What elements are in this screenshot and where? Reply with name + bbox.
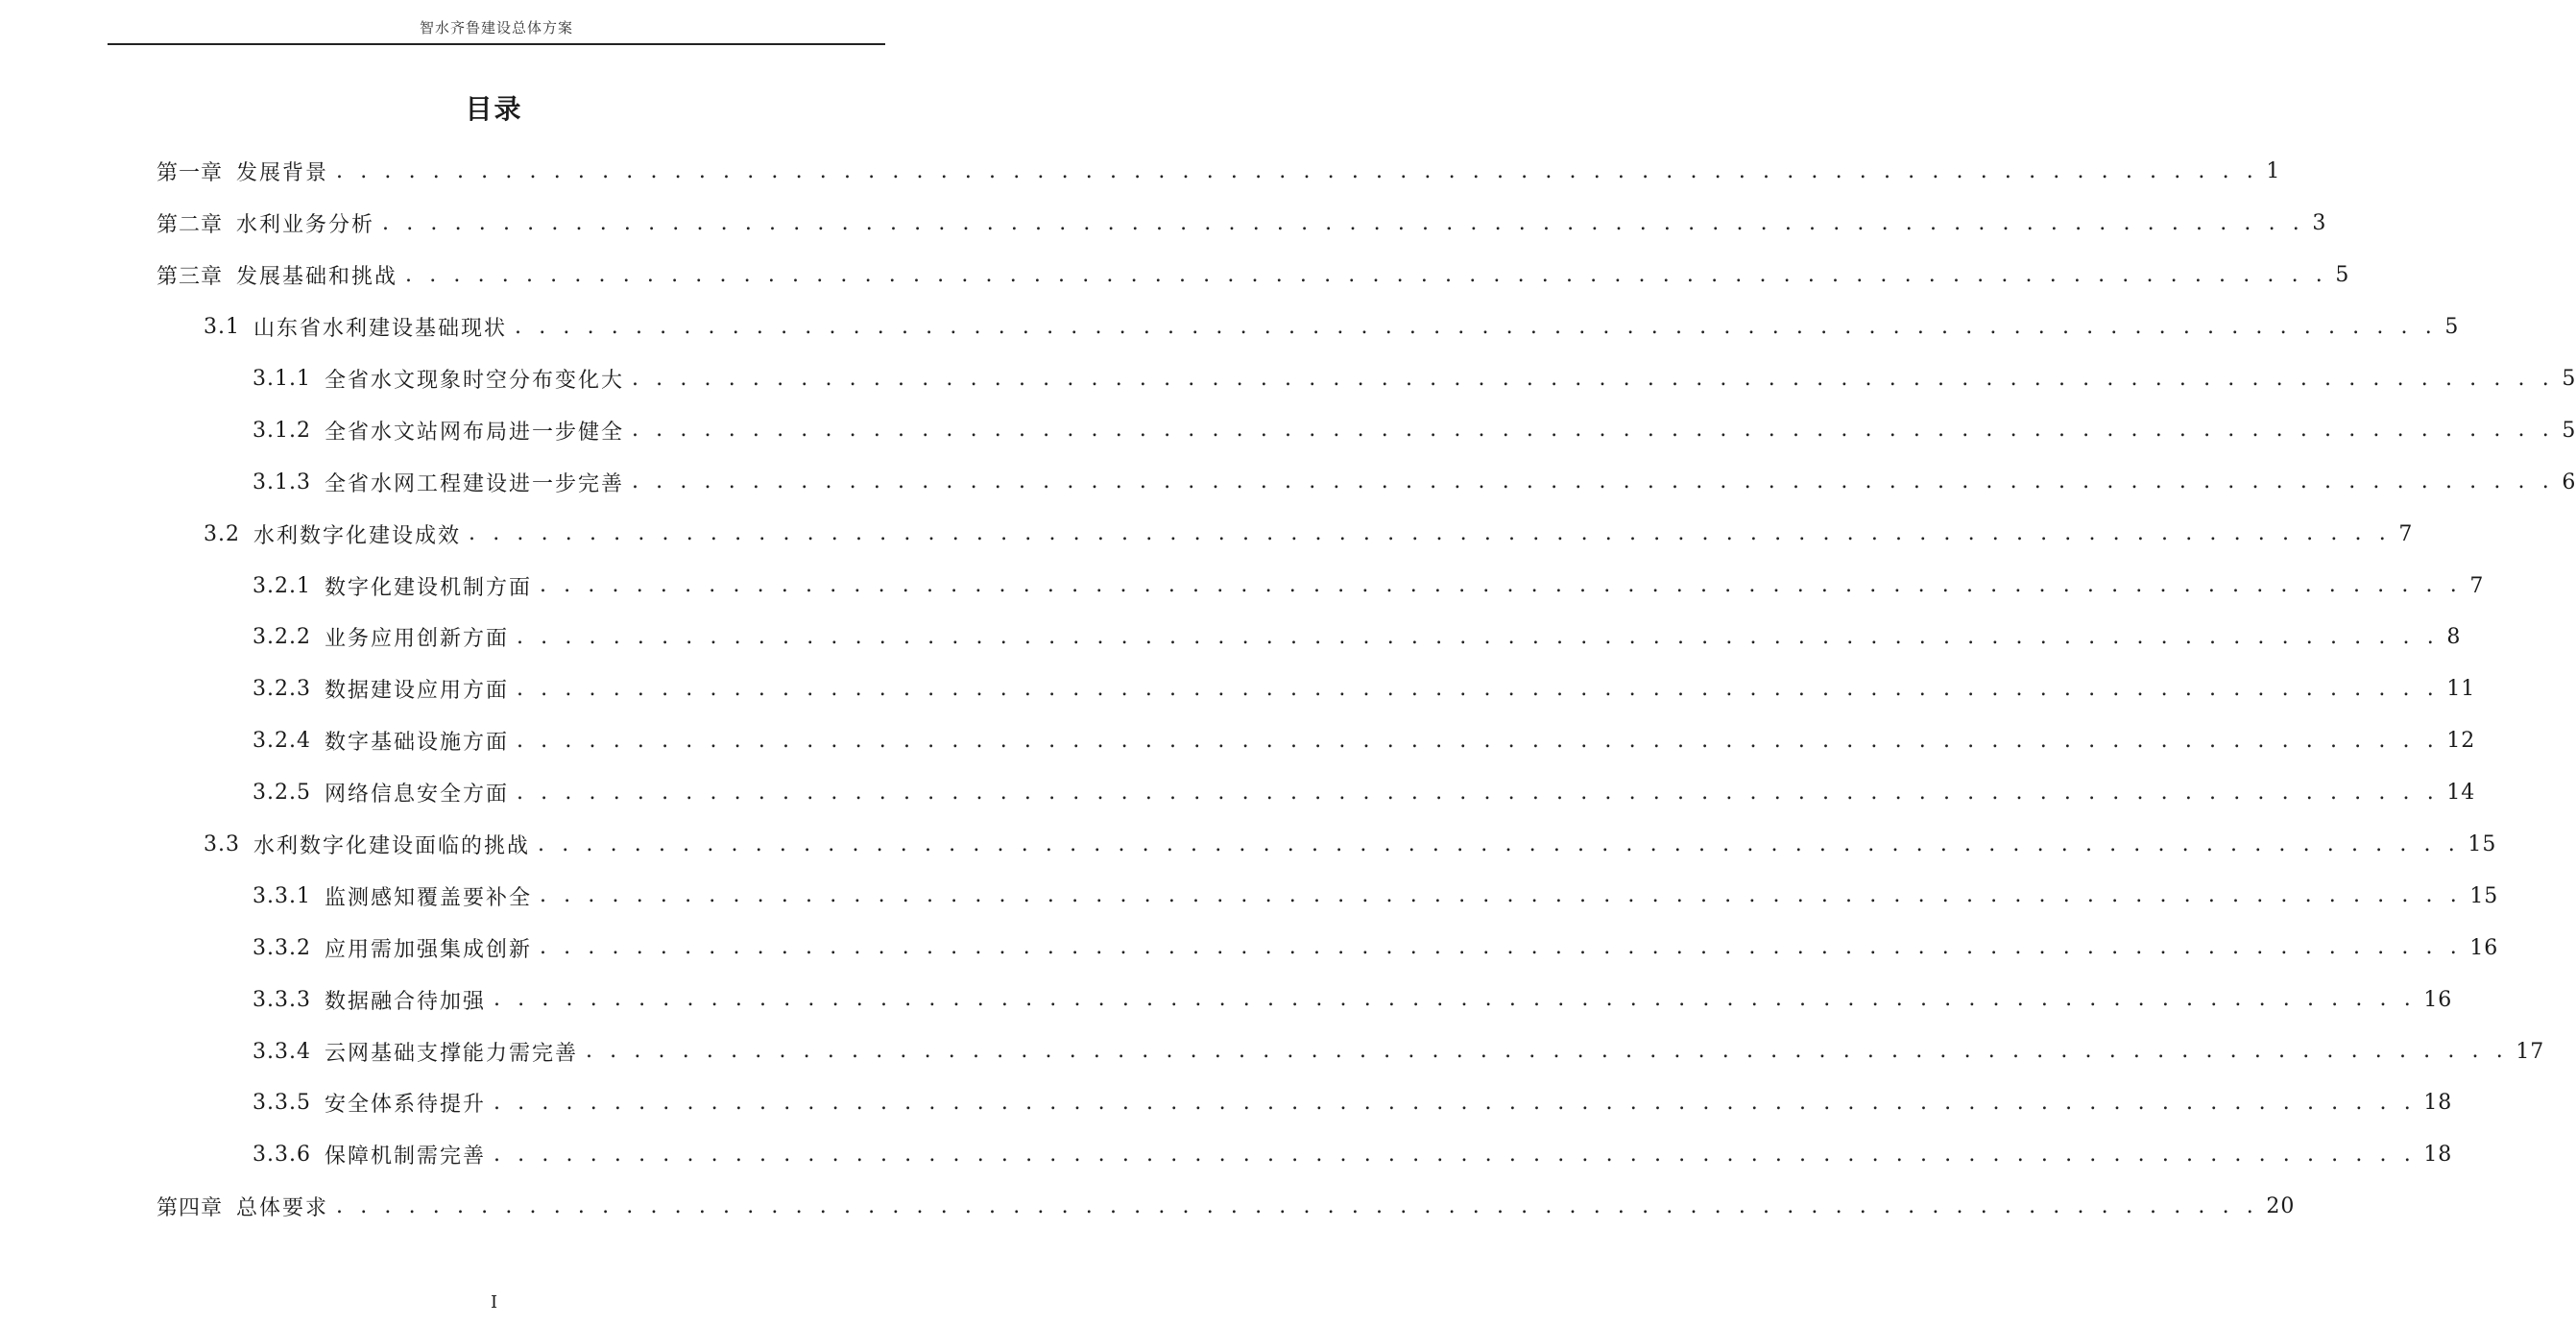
toc-entry[interactable]: [0, 1129, 2453, 1181]
toc-entry[interactable]: [0, 767, 2476, 819]
toc-entry-number: 第二章: [156, 213, 224, 238]
toc-entry-number: 3.3.1: [253, 883, 311, 908]
toc-entry[interactable]: [0, 560, 2485, 612]
toc-entry-page: 11: [2446, 677, 2476, 702]
toc-dot-leader: . . . . . . . . . . . . . . . . . . . . . . . . . . . . . . . . . . . . . . . . . . . . . . . . . . . . . . . . . . . . . . . . . . . . . . . . . . . . . . . .: [632, 470, 2555, 494]
toc-entry-number: 3.1.2: [253, 418, 311, 443]
toc-entry-number: 第三章: [156, 265, 224, 290]
toc-entry-page: 15: [2469, 883, 2499, 908]
toc-entry-number: 3.3.4: [253, 1039, 311, 1064]
toc-entry-page: 18: [2423, 1143, 2453, 1168]
toc-entry-page: 15: [2468, 832, 2497, 857]
toc-dot-leader: . . . . . . . . . . . . . . . . . . . . . . . . . . . . . . . . . . . . . . . . . . . . . . . . . . . . . . . . . . . . . . . . . . . . . . . . . . . . . . . .: [540, 935, 2463, 960]
toc-entry-number: 3.2.2: [253, 625, 311, 650]
toc-entry-page: 5: [2562, 367, 2576, 391]
toc-entry-title: 数字化建设机制方面: [324, 575, 532, 600]
toc-dot-leader: . . . . . . . . . . . . . . . . . . . . . . . . . . . . . . . . . . . . . . . . . . . . . . . . . . . . . . . . . . . . . . . . . . . . . . . . . . . . . . . .: [336, 1193, 2259, 1218]
toc-entry-title: 保障机制需完善: [324, 1144, 486, 1169]
toc-entry-page: 18: [2423, 1091, 2453, 1116]
toc-dot-leader: . . . . . . . . . . . . . . . . . . . . . . . . . . . . . . . . . . . . . . . . . . . . . . . . . . . . . . . . . . . . . . . . . . . . . . . . . . . . . . . .: [632, 418, 2555, 443]
toc-entry[interactable]: [0, 819, 2497, 871]
toc-entry[interactable]: [0, 612, 2462, 663]
toc-entry-title: 发展基础和挑战: [236, 265, 398, 290]
toc-dot-leader: . . . . . . . . . . . . . . . . . . . . . . . . . . . . . . . . . . . . . . . . . . . . . . . . . . . . . . . . . . . . . . . . . . . . . . . . . . . . . . . .: [515, 314, 2438, 339]
running-header: 智水齐鲁建设总体方案: [419, 19, 573, 36]
toc-entry-title: 水利数字化建设成效: [253, 523, 462, 548]
toc-dot-leader: . . . . . . . . . . . . . . . . . . . . . . . . . . . . . . . . . . . . . . . . . . . . . . . . . . . . . . . . . . . . . . . . . . . . . . . . . . . . . . . .: [494, 1142, 2417, 1167]
toc-entry-page: 7: [2398, 521, 2414, 546]
toc-entry-number: 3.3.5: [253, 1091, 311, 1116]
toc-entry[interactable]: [0, 663, 2476, 715]
toc-entry-title: 业务应用创新方面: [324, 627, 509, 652]
toc-entry[interactable]: [0, 870, 2499, 922]
toc-entry-page: 17: [2516, 1039, 2545, 1064]
toc-dot-leader: . . . . . . . . . . . . . . . . . . . . . . . . . . . . . . . . . . . . . . . . . . . . . . . . . . . . . . . . . . . . . . . . . . . . . . . . . . . . . . . .: [494, 987, 2417, 1012]
toc-entry-page: 5: [2562, 418, 2576, 443]
toc-entry-title: 网络信息安全方面: [324, 783, 509, 807]
toc-entry[interactable]: [0, 1077, 2453, 1129]
toc-entry[interactable]: [0, 353, 2576, 405]
toc-entry-number: 3.2.3: [253, 677, 311, 702]
toc-entry-page: 16: [2423, 987, 2453, 1012]
table-of-contents: [0, 146, 2576, 1233]
toc-dot-leader: . . . . . . . . . . . . . . . . . . . . . . . . . . . . . . . . . . . . . . . . . . . . . . . . . . . . . . . . . . . . . . . . . . . . . . . . . . . . . . . .: [517, 728, 2440, 753]
toc-entry-page: 5: [2444, 315, 2460, 340]
toc-entry-page: 20: [2266, 1194, 2296, 1219]
toc-entry-title: 监测感知覆盖要补全: [324, 885, 532, 910]
toc-entry-title: 数字基础设施方面: [324, 731, 509, 756]
toc-entry-number: 3.3: [204, 832, 240, 857]
toc-entry-page: 3: [2312, 211, 2327, 236]
toc-entry-title: 水利业务分析: [236, 213, 375, 238]
toc-entry-title: 数据建设应用方面: [324, 679, 509, 704]
toc-entry-title: 安全体系待提升: [324, 1093, 486, 1118]
toc-entry[interactable]: [0, 301, 2460, 353]
toc-entry[interactable]: [0, 1181, 2296, 1233]
toc-dot-leader: . . . . . . . . . . . . . . . . . . . . . . . . . . . . . . . . . . . . . . . . . . . . . . . . . . . . . . . . . . . . . . . . . . . . . . . . . . . . . . . .: [538, 831, 2461, 856]
toc-entry-title: 总体要求: [236, 1196, 329, 1221]
toc-entry-number: 3.1.3: [253, 470, 311, 494]
toc-entry-number: 3.2.1: [253, 573, 311, 598]
toc-entry[interactable]: [0, 404, 2576, 456]
toc-entry[interactable]: [0, 250, 2350, 301]
page-number: I: [490, 1292, 498, 1313]
toc-dot-leader: . . . . . . . . . . . . . . . . . . . . . . . . . . . . . . . . . . . . . . . . . . . . . . . . . . . . . . . . . . . . . . . . . . . . . . . . . . . . . . . .: [382, 210, 2305, 235]
toc-dot-leader: . . . . . . . . . . . . . . . . . . . . . . . . . . . . . . . . . . . . . . . . . . . . . . . . . . . . . . . . . . . . . . . . . . . . . . . . . . . . . . . .: [517, 676, 2440, 701]
toc-entry[interactable]: [0, 146, 2281, 198]
toc-dot-leader: . . . . . . . . . . . . . . . . . . . . . . . . . . . . . . . . . . . . . . . . . . . . . . . . . . . . . . . . . . . . . . . . . . . . . . . . . . . . . . . .: [336, 158, 2259, 183]
toc-dot-leader: . . . . . . . . . . . . . . . . . . . . . . . . . . . . . . . . . . . . . . . . . . . . . . . . . . . . . . . . . . . . . . . . . . . . . . . . . . . . . . . .: [469, 521, 2392, 546]
toc-entry-page: 5: [2335, 263, 2350, 288]
toc-entry-number: 3.3.6: [253, 1143, 311, 1168]
toc-entry-number: 3.1: [204, 315, 240, 340]
toc-dot-leader: . . . . . . . . . . . . . . . . . . . . . . . . . . . . . . . . . . . . . . . . . . . . . . . . . . . . . . . . . . . . . . . . . . . . . . . . . . . . . . . .: [540, 883, 2463, 908]
toc-dot-leader: . . . . . . . . . . . . . . . . . . . . . . . . . . . . . . . . . . . . . . . . . . . . . . . . . . . . . . . . . . . . . . . . . . . . . . . . . . . . . . . .: [540, 573, 2463, 598]
header-rule: [108, 43, 885, 45]
toc-entry[interactable]: [0, 508, 2414, 560]
toc-entry-title: 应用需加强集成创新: [324, 937, 532, 962]
toc-entry[interactable]: [0, 1025, 2545, 1077]
toc-entry-page: 8: [2446, 625, 2462, 650]
toc-entry-title: 发展背景: [236, 161, 329, 186]
toc-entry[interactable]: [0, 198, 2327, 250]
toc-dot-leader: . . . . . . . . . . . . . . . . . . . . . . . . . . . . . . . . . . . . . . . . . . . . . . . . . . . . . . . . . . . . . . . . . . . . . . . . . . . . . . . .: [517, 780, 2440, 805]
toc-entry-page: 1: [2266, 159, 2281, 184]
toc-entry-title: 水利数字化建设面临的挑战: [253, 834, 531, 859]
page-title: 目录: [465, 93, 523, 125]
toc-entry-number: 3.3.2: [253, 935, 311, 960]
toc-entry-number: 3.2: [204, 521, 240, 546]
toc-entry-number: 第一章: [156, 161, 224, 186]
toc-entry[interactable]: [0, 974, 2453, 1025]
toc-dot-leader: . . . . . . . . . . . . . . . . . . . . . . . . . . . . . . . . . . . . . . . . . . . . . . . . . . . . . . . . . . . . . . . . . . . . . . . . . . . . . . . .: [517, 624, 2440, 649]
toc-entry-title: 山东省水利建设基础现状: [253, 317, 508, 342]
toc-dot-leader: . . . . . . . . . . . . . . . . . . . . . . . . . . . . . . . . . . . . . . . . . . . . . . . . . . . . . . . . . . . . . . . . . . . . . . . . . . . . . . . .: [494, 1090, 2417, 1115]
toc-dot-leader: . . . . . . . . . . . . . . . . . . . . . . . . . . . . . . . . . . . . . . . . . . . . . . . . . . . . . . . . . . . . . . . . . . . . . . . . . . . . . . . .: [405, 262, 2328, 287]
toc-dot-leader: . . . . . . . . . . . . . . . . . . . . . . . . . . . . . . . . . . . . . . . . . . . . . . . . . . . . . . . . . . . . . . . . . . . . . . . . . . . . . . . .: [632, 366, 2555, 391]
toc-entry-title: 数据融合待加强: [324, 989, 486, 1014]
toc-entry-page: 12: [2446, 729, 2476, 754]
toc-entry-title: 全省水文站网布局进一步健全: [324, 420, 624, 445]
toc-entry-number: 3.2.4: [253, 729, 311, 754]
toc-entry-page: 7: [2469, 573, 2485, 598]
toc-entry[interactable]: [0, 456, 2576, 508]
toc-entry-page: 16: [2469, 935, 2499, 960]
toc-entry-page: 14: [2446, 781, 2476, 806]
toc-entry-page: 6: [2562, 470, 2576, 494]
toc-entry-number: 第四章: [156, 1196, 224, 1221]
toc-entry-title: 全省水文现象时空分布变化大: [324, 369, 624, 393]
toc-entry-number: 3.2.5: [253, 781, 311, 806]
toc-entry-title: 全省水网工程建设进一步完善: [324, 471, 624, 496]
toc-entry-number: 3.1.1: [253, 367, 311, 391]
toc-entry-title: 云网基础支撑能力需完善: [324, 1041, 578, 1066]
toc-entry[interactable]: [0, 715, 2476, 767]
toc-entry[interactable]: [0, 922, 2499, 974]
toc-dot-leader: . . . . . . . . . . . . . . . . . . . . . . . . . . . . . . . . . . . . . . . . . . . . . . . . . . . . . . . . . . . . . . . . . . . . . . . . . . . . . . . .: [586, 1039, 2509, 1064]
toc-entry-number: 3.3.3: [253, 987, 311, 1012]
